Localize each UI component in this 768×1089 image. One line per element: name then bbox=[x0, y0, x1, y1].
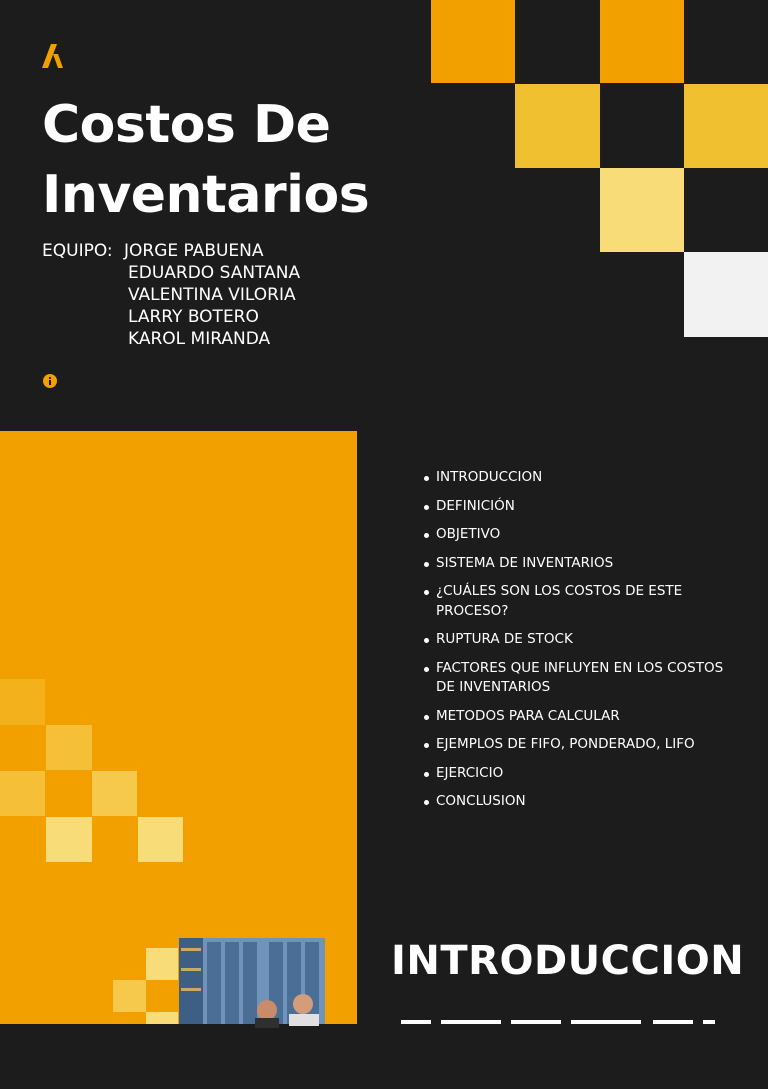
decor-square bbox=[600, 0, 684, 83]
team-members bbox=[124, 240, 301, 350]
index-item[interactable]: RUPTURA DE STOCK bbox=[424, 630, 724, 650]
index-item[interactable]: METODOS PARA CALCULAR bbox=[424, 707, 724, 727]
decor-square bbox=[515, 84, 600, 168]
team-member: EDUARDO SANTANA bbox=[128, 263, 301, 283]
decor-square bbox=[684, 84, 768, 168]
index-panel bbox=[0, 431, 357, 1089]
index-item[interactable]: INTRODUCCION bbox=[424, 468, 724, 488]
decor-square bbox=[92, 771, 137, 816]
section-heading: INTRODUCCION bbox=[391, 938, 745, 984]
decor-square bbox=[600, 168, 684, 252]
decor-square bbox=[146, 948, 178, 980]
decor-square bbox=[138, 817, 183, 862]
team-member: VALENTINA VILORIA bbox=[128, 285, 296, 305]
index-item[interactable]: CONCLUSION bbox=[424, 792, 724, 812]
title-line-1: Costos De bbox=[42, 95, 331, 155]
page-title bbox=[42, 90, 369, 230]
index-list bbox=[424, 468, 724, 821]
index-item[interactable]: OBJETIVO bbox=[424, 525, 724, 545]
logo-icon bbox=[42, 44, 68, 68]
index-item[interactable]: DEFINICIÓN bbox=[424, 497, 724, 517]
decor-square bbox=[684, 252, 768, 337]
decor-square bbox=[0, 771, 45, 816]
decor-square bbox=[46, 817, 92, 862]
team-label: EQUIPO: bbox=[42, 241, 113, 261]
team-block bbox=[42, 240, 300, 350]
info-icon[interactable] bbox=[43, 374, 57, 388]
index-item[interactable]: FACTORES QUE INFLUYEN EN LOS COSTOS DE INVENTARIOS bbox=[424, 659, 724, 698]
decor-square bbox=[146, 1012, 178, 1024]
index-item[interactable]: ¿CUÁLES SON LOS COSTOS DE ESTE PROCESO? bbox=[424, 582, 724, 621]
warehouse-photo bbox=[179, 938, 325, 1024]
team-member: JORGE PABUENA bbox=[124, 241, 264, 261]
decor-square bbox=[431, 0, 515, 83]
index-item[interactable]: SISTEMA DE INVENTARIOS bbox=[424, 554, 724, 574]
index-item[interactable]: EJERCICIO bbox=[424, 764, 724, 784]
decor-square bbox=[46, 725, 92, 770]
decor-square bbox=[113, 980, 146, 1012]
team-member: LARRY BOTERO bbox=[128, 307, 259, 327]
index-title: Índice bbox=[68, 1033, 229, 1089]
index-item[interactable]: EJEMPLOS DE FIFO, PONDERADO, LIFO bbox=[424, 735, 724, 755]
team-member: KAROL MIRANDA bbox=[128, 329, 271, 349]
title-line-2: Inventarios bbox=[42, 165, 370, 225]
truncated-text bbox=[391, 1016, 721, 1024]
decor-square bbox=[0, 679, 45, 725]
